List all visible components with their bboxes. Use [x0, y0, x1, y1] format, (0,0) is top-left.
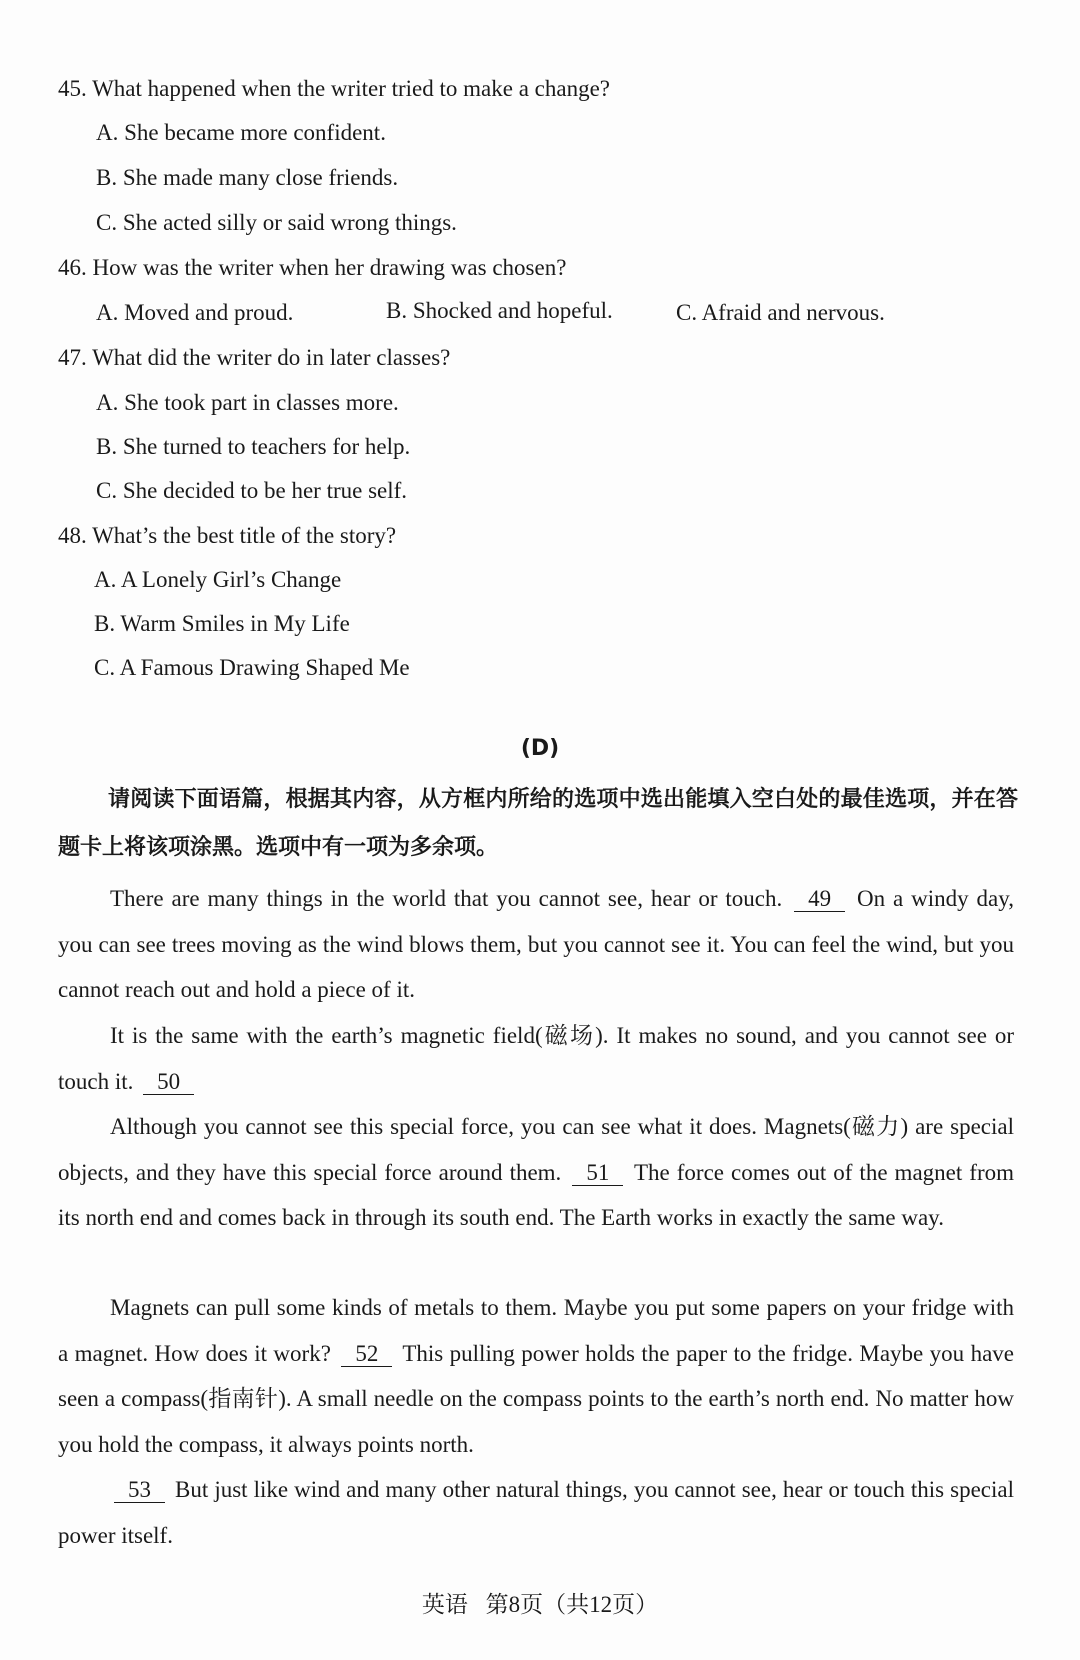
question-48-option-a: A. A Lonely Girl’s Change: [94, 567, 342, 592]
footer-subject: 英语: [421, 1592, 468, 1617]
paragraph-4-text-after: This pulling power holds the paper to the fridge. Maybe you have seen a compass(指南针). A small needle on the compass points to the earth’s north end. No matter how you hold the compass, it always points north.: [58, 1340, 1015, 1457]
paragraph-1-text-before: There are many things in the world that you cannot see, hear or touch.: [110, 886, 783, 911]
passage-paragraph-4: [58, 1285, 1014, 1467]
paragraph-3-text-before: Although you cannot see this special force, you can see what it does. Magnets(磁力) are special objects, and they have this special force around them.: [58, 1114, 1014, 1185]
paragraph-2-text-before: It is the same with the earth’s magnetic field(磁场). It makes no sound, and you cannot see or touch it.: [58, 1023, 1014, 1094]
blank-52[interactable]: 52: [341, 1342, 392, 1367]
question-46-option-b: B. Shocked and hopeful.: [386, 298, 613, 323]
question-47-option-a: A. She took part in classes more.: [96, 390, 399, 415]
question-48-option-b: B. Warm Smiles in My Life: [94, 611, 350, 636]
question-47-option-b: B. She turned to teachers for help.: [96, 434, 411, 459]
question-46-option-a: A. Moved and proud.: [96, 300, 294, 325]
section-d-instruction: 请阅读下面语篇，根据其内容，从方框内所给的选项中选出能填入空白处的最佳选项，并在答题卡上将该项涂黑。选项中有一项为多余项。: [58, 787, 1018, 860]
question-45-option-a: A. She became more confident.: [96, 120, 386, 145]
question-48-stem: 48. What’s the best title of the story?: [58, 523, 397, 548]
passage-paragraph-3: [58, 1104, 1014, 1241]
paragraph-3-text-after: The force comes out of the magnet from its north end and comes back in through its south end. The Earth works in exactly the same way.: [58, 1159, 1014, 1230]
question-45-stem: 45. What happened when the writer tried to make a change?: [58, 76, 610, 101]
blank-49[interactable]: 49: [794, 887, 845, 912]
page-footer: [0, 1586, 1080, 1619]
paragraph-1-text-after: On a windy day, you can see trees moving as the wind blows them, but you cannot see it. You can feel the wind, but you cannot reach out and hold a piece of it.: [58, 886, 1014, 1002]
question-47-stem: 47. What did the writer do in later classes?: [58, 345, 451, 370]
question-47-option-c: C. She decided to be her true self.: [96, 478, 408, 503]
passage-paragraph-1: [58, 876, 1014, 1013]
paragraph-4-text-before: Magnets can pull some kinds of metals to them. Maybe you put some papers on your fridge with a magnet. How does it work?: [58, 1295, 1014, 1366]
passage-paragraph-5: [58, 1467, 1014, 1558]
paragraph-5-text-after: But just like wind and many other natural things, you cannot see, hear or touch this special power itself.: [58, 1477, 1014, 1548]
section-d-title: (D): [520, 736, 560, 761]
footer-page-number: 第8页（共12页）: [485, 1592, 659, 1617]
question-48-option-c: C. A Famous Drawing Shaped Me: [94, 655, 410, 680]
question-45-option-b: B. She made many close friends.: [96, 165, 399, 190]
question-46-option-c: C. Afraid and nervous.: [676, 300, 885, 325]
passage-paragraph-2: [58, 1013, 1014, 1104]
blank-50[interactable]: 50: [143, 1070, 194, 1095]
blank-51[interactable]: 51: [572, 1161, 623, 1186]
question-45-option-c: C. She acted silly or said wrong things.: [96, 210, 457, 235]
question-46-stem: 46. How was the writer when her drawing was chosen?: [58, 255, 567, 280]
blank-53[interactable]: 53: [114, 1478, 165, 1503]
